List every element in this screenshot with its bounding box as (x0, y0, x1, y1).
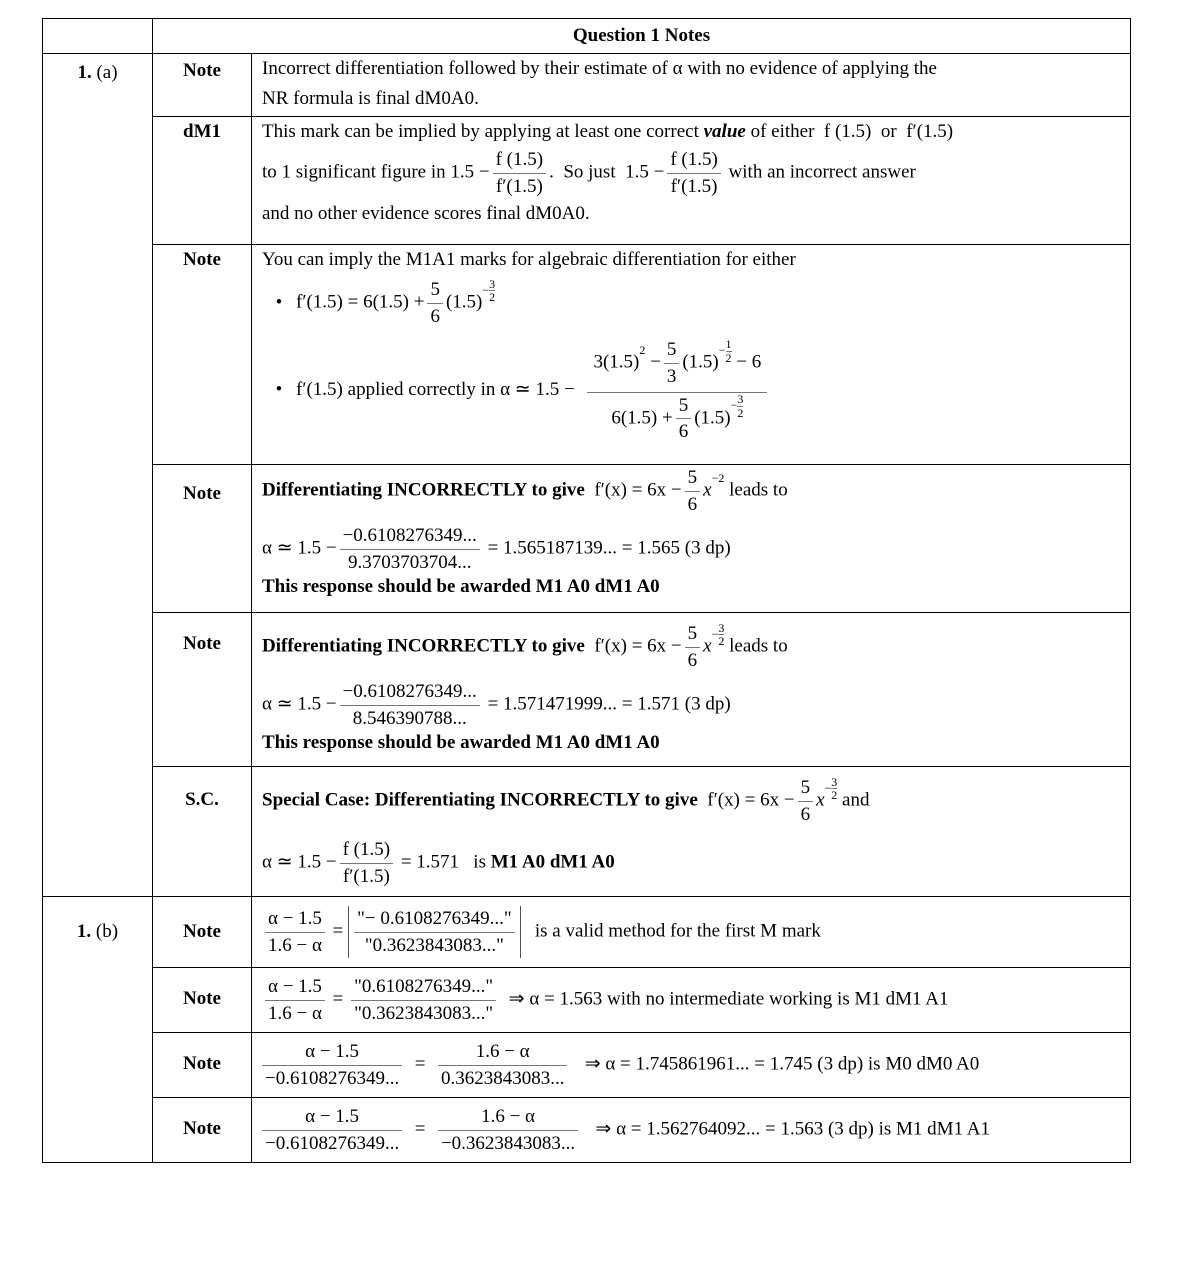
den (587, 393, 767, 445)
t: f′(1.5) applied correctly in α ≃ 1.5 − (296, 379, 575, 401)
t: ⇒ α = 1.562764092... = 1.563 (3 dp) is M1 dM1 A1 (595, 1118, 990, 1140)
num: 5 (664, 337, 680, 364)
t: value (703, 121, 746, 142)
row-label: Note (153, 897, 252, 968)
note-text (252, 767, 1131, 897)
t: to 1 significant figure in 1.5 − (262, 161, 490, 183)
mark-scheme-table (42, 18, 1131, 1163)
blank-cell (43, 19, 153, 54)
t: x (703, 479, 712, 501)
num: 3 (718, 620, 725, 635)
row-label: dM1 (153, 117, 252, 245)
t: (1.5) (682, 351, 719, 373)
num: −0.6108276349... (340, 523, 480, 550)
fraction (798, 775, 814, 827)
q-part: (b) (95, 921, 119, 942)
num: 1.6 − α (438, 1104, 578, 1131)
den: 6 (800, 803, 811, 825)
t: Differentiating INCORRECTLY to give (262, 479, 585, 501)
row-label: S.C. (153, 767, 252, 897)
fraction (676, 393, 692, 445)
den: −0.6108276349... (265, 1067, 400, 1089)
t: ⇒ α = 1.563 with no intermediate working is M1 dM1 A1 (508, 988, 949, 1010)
row-label: Note (153, 613, 252, 767)
num: 5 (685, 621, 701, 648)
bullet-icon: • (275, 379, 283, 401)
t: α ≃ 1.5 − (262, 851, 337, 873)
t: = (332, 988, 344, 1010)
num: 3 (831, 774, 838, 789)
den: 2 (718, 634, 725, 649)
absolute-value (348, 906, 520, 958)
row-label: Note (153, 54, 252, 117)
den: 6 (678, 421, 689, 443)
den: "0.3623843083..." (354, 1002, 494, 1024)
num (587, 337, 767, 392)
fraction (427, 277, 443, 329)
num: 5 (676, 393, 692, 420)
t: f′(x) = 6x − (594, 479, 682, 501)
q-num: 1. (76, 921, 92, 942)
fraction (354, 906, 514, 958)
den: 3 (666, 365, 677, 387)
den: 1.6 − α (268, 1002, 322, 1024)
num: 3 (489, 276, 496, 291)
den: "0.3623843083..." (364, 934, 504, 956)
t: This mark can be implied by applying at least one correct (262, 121, 704, 142)
num: 5 (685, 465, 701, 492)
exponent (712, 622, 725, 648)
t: − (718, 342, 726, 357)
num: −0.6108276349... (340, 679, 480, 706)
den: 2 (737, 405, 744, 420)
den: 6 (430, 305, 440, 327)
den: −0.3623843083... (440, 1132, 576, 1154)
q-num: 1. (77, 62, 92, 83)
den: f′(1.5) (495, 175, 543, 197)
fraction (685, 621, 701, 673)
fraction (664, 337, 680, 389)
award-line: This response should be awarded M1 A0 dM1 A0 (262, 731, 660, 753)
note-text (252, 613, 1131, 767)
num: f (1.5) (493, 147, 546, 174)
big-fraction (587, 337, 767, 445)
num: f (1.5) (667, 147, 720, 174)
q-part: (a) (96, 62, 118, 83)
table-title: Question 1 Notes (153, 19, 1131, 54)
t: = 1.571471999... = 1.571 (3 dp) (487, 693, 731, 715)
t: f′(1.5) = 6(1.5) + (296, 291, 425, 313)
num: "− 0.6108276349..." (354, 906, 514, 933)
t: = 1.565187139... = 1.565 (3 dp) (487, 537, 731, 559)
row-label: Note (153, 1033, 252, 1098)
fraction (340, 523, 480, 575)
question-label-1b (43, 897, 153, 1163)
t: = (414, 1118, 426, 1140)
t: Differentiating INCORRECTLY to give (262, 635, 585, 657)
t: (1.5) (694, 407, 731, 429)
den: 9.3703703704... (347, 551, 472, 573)
note-text (252, 54, 1131, 117)
t: leads to (729, 479, 788, 501)
num: 5 (427, 277, 443, 304)
bullet-icon: • (275, 291, 283, 313)
note-text (252, 1033, 1131, 1098)
note-text (252, 117, 1131, 245)
t: x (816, 789, 825, 811)
t: 3(1.5) (593, 351, 640, 373)
exponent (825, 776, 838, 802)
t: . So just 1.5 − (549, 161, 665, 183)
t: x (703, 635, 712, 657)
t: of either f (1.5) or f′(1.5) (745, 121, 954, 142)
t: f′(x) = 6x − (707, 789, 795, 811)
t: α ≃ 1.5 − (262, 693, 337, 715)
t: 2 (639, 342, 646, 357)
note-text (252, 245, 1131, 465)
t: − (482, 282, 490, 297)
den: −0.6108276349... (265, 1132, 400, 1154)
fraction (351, 974, 496, 1026)
fraction (685, 465, 701, 517)
num: 1.6 − α (438, 1039, 568, 1066)
t: 6(1.5) + (611, 407, 673, 429)
note-text (252, 968, 1131, 1033)
line: NR formula is final dM0A0. (262, 88, 479, 109)
den: 8.546390788... (352, 707, 467, 729)
line: Incorrect differentiation followed by their estimate of α with no evidence of applying the (262, 58, 937, 79)
t: (1.5) (445, 291, 483, 313)
num: 5 (798, 775, 814, 802)
t: Special Case: Differentiating INCORRECTLY to give (262, 789, 698, 811)
t: − (645, 351, 661, 373)
den: 2 (831, 788, 838, 803)
row-label: Note (153, 465, 252, 613)
row-label: Note (153, 968, 252, 1033)
t: = 1.571 is (400, 851, 491, 873)
num: α − 1.5 (262, 1104, 402, 1131)
row-label: Note (153, 245, 252, 465)
fraction (493, 147, 546, 199)
num: f (1.5) (340, 837, 393, 864)
den: 2 (489, 290, 496, 305)
fraction (438, 1104, 578, 1156)
t: ⇒ α = 1.745861961... = 1.745 (3 dp) is M0 dM0 A0 (584, 1053, 980, 1075)
fraction (340, 837, 393, 889)
num: α − 1.5 (262, 1039, 402, 1066)
t: − (824, 780, 832, 795)
num: α − 1.5 (265, 906, 325, 933)
den: f′(1.5) (342, 865, 390, 887)
line: You can imply the M1A1 marks for algebraic differentiation for either (262, 249, 796, 270)
t: and (842, 789, 870, 811)
t: is a valid method for the first M mark (534, 920, 821, 942)
line: and no other evidence scores final dM0A0. (262, 203, 590, 225)
t: α ≃ 1.5 − (262, 537, 337, 559)
t: = (332, 920, 344, 942)
num: 3 (737, 392, 744, 407)
num: 1 (725, 336, 732, 351)
t: f′(x) = 6x − (594, 635, 682, 657)
t: − 6 (731, 351, 762, 373)
award-line: This response should be awarded M1 A0 dM1 A0 (262, 575, 660, 597)
den: 2 (725, 350, 732, 365)
t: M1 A0 dM1 A0 (490, 851, 615, 873)
t: − (730, 398, 738, 413)
fraction (265, 906, 325, 958)
note-text (252, 465, 1131, 613)
fraction (667, 147, 720, 199)
den: 6 (687, 649, 698, 671)
den: 0.3623843083... (440, 1067, 565, 1089)
fraction (262, 1104, 402, 1156)
fraction (438, 1039, 568, 1091)
den: f′(1.5) (670, 175, 718, 197)
num: α − 1.5 (265, 974, 325, 1001)
fraction (340, 679, 480, 731)
den: 6 (687, 493, 698, 515)
t: = (414, 1053, 426, 1075)
note-text (252, 897, 1131, 968)
t: leads to (729, 635, 788, 657)
fraction (265, 974, 325, 1026)
note-text (252, 1098, 1131, 1163)
question-label-1a (43, 54, 153, 897)
exponent: −2 (711, 470, 725, 485)
den: 1.6 − α (268, 934, 322, 956)
num: "0.6108276349..." (351, 974, 496, 1001)
exponent (482, 278, 495, 304)
fraction (262, 1039, 402, 1091)
t: − (711, 626, 719, 641)
t: with an incorrect answer (728, 161, 916, 183)
row-label: Note (153, 1098, 252, 1163)
